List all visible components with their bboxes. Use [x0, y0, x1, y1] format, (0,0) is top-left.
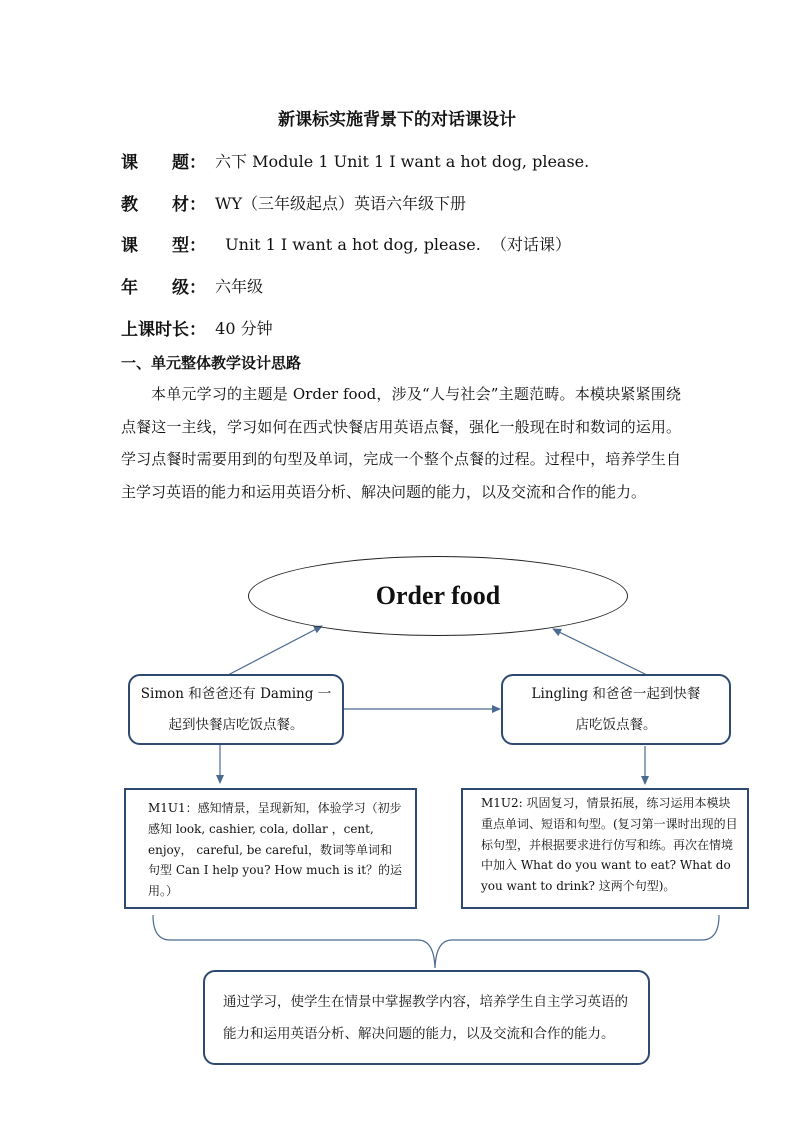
- meta-type-label: 课 型：: [121, 236, 206, 256]
- meta-textbook-label: 教 材：: [121, 195, 206, 215]
- meta-duration-value: 40 分钟: [205, 319, 273, 338]
- left-detail-box: M1U1：感知情景，呈现新知，体验学习（初步感知 look, cashier, cola, dollar ，cent, enjoy， careful, be careful，数词等单词和句型 Can I help you? How much is it？的运用。）: [124, 788, 417, 909]
- meta-duration-label: 上课时长：: [121, 320, 206, 340]
- arrow-left-to-topic: [228, 626, 322, 675]
- meta-topic-value: 六下 Module 1 Unit 1 I want a hot dog, please.: [215, 152, 590, 171]
- topic-ellipse: Order food: [248, 556, 628, 636]
- left-scene-box: Simon 和爸爸还有 Daming 一起到快餐店吃饭点餐。: [128, 674, 344, 745]
- right-detail-box: M1U2: 巩固复习，情景拓展，练习运用本模块重点单词、短语和句型。(复习第一课时出现的目标句型，并根据要求进行仿写和练。再次在情境中加入 What do you want to eat? What do you want to drink? 这两个句型)。: [461, 788, 749, 909]
- page-title: 新课标实施背景下的对话课设计: [278, 110, 516, 130]
- meta-textbook-value: WY（三年级起点）英语六年级下册: [215, 194, 467, 213]
- arrow-right-to-topic: [553, 629, 647, 675]
- right-scene-box: Lingling 和爸爸一起到快餐店吃饭点餐。: [501, 674, 731, 745]
- brace: [153, 915, 719, 968]
- meta-grade-label: 年 级：: [121, 278, 206, 298]
- goal-box: 通过学习，使学生在情景中掌握教学内容，培养学生自主学习英语的能力和运用英语分析、解决问题的能力，以及交流和合作的能力。: [203, 970, 650, 1065]
- section-paragraph: 本单元学习的主题是 Order food，涉及“人与社会”主题范畴。本模块紧紧围绕点餐这一主线，学习如何在西式快餐店用英语点餐，强化一般现在时和数词的运用。学习点餐时需要用到的句型及单词，完成一个整个点餐的过程。过程中，培养学生自主学习英语的能力和运用英语分析、解决问题的能力，以及交流和合作的能力。: [121, 385, 681, 501]
- section-heading: 一、单元整体教学设计思路: [121, 354, 302, 372]
- meta-topic-label: 课 题：: [121, 153, 206, 173]
- meta-grade-value: 六年级: [215, 277, 264, 296]
- meta-type-value: Unit 1 I want a hot dog, please. （对话课）: [215, 235, 571, 254]
